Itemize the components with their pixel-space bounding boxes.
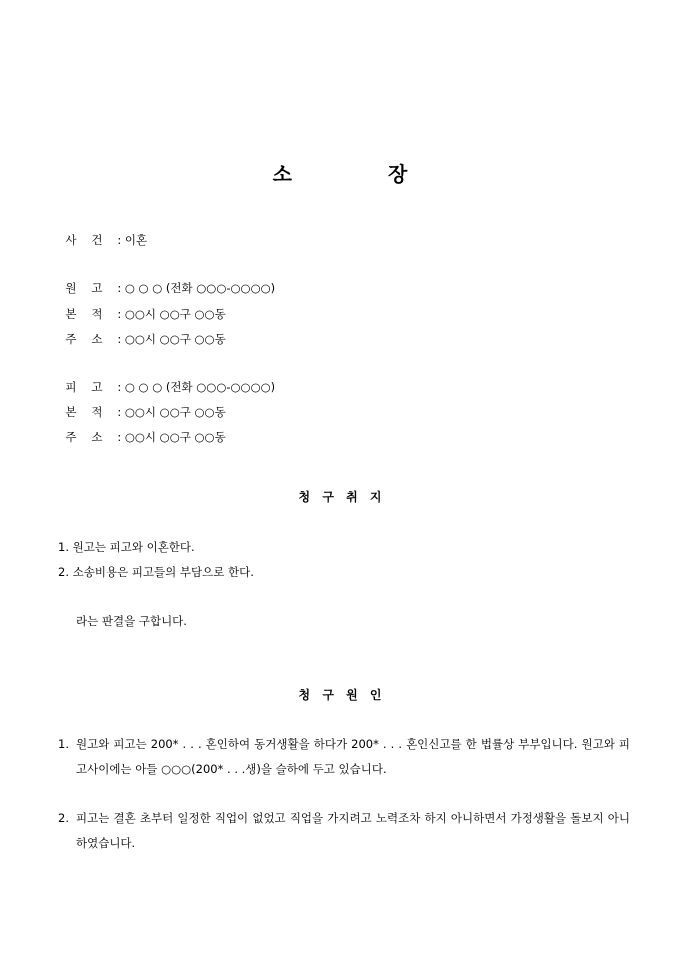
case-label-1: 사 bbox=[65, 233, 77, 247]
plaintiff-domicile-label-1: 본 bbox=[65, 307, 77, 321]
defendant-address-line bbox=[58, 415, 226, 445]
document-title bbox=[0, 158, 680, 187]
plaintiff-name-label-2: 고 bbox=[91, 281, 103, 295]
claim-purpose-heading: 청 구 취 지 bbox=[298, 490, 382, 504]
claim-cause-item-2-text: 피고는 결혼 초부터 일정한 직업이 없었고 직업을 가지려고 노력조차 하지 아니하면서 가정생활을 돌보지 아니하였습니다. bbox=[76, 811, 630, 850]
plaintiff-address-label-1: 주 bbox=[65, 332, 77, 346]
defendant-domicile-label-2: 적 bbox=[91, 405, 103, 419]
title-char-2: 장 bbox=[388, 162, 408, 186]
plaintiff-address-label-2: 소 bbox=[91, 332, 103, 346]
defendant-domicile-value: : ○○시 ○○구 ○○동 bbox=[117, 405, 226, 419]
claim-purpose-item-1: 1. 원고는 피고와 이혼한다. bbox=[58, 540, 195, 554]
title-char-1: 소 bbox=[272, 162, 292, 186]
claim-cause-heading: 청 구 원 인 bbox=[298, 688, 382, 702]
defendant-address-label-2: 소 bbox=[91, 430, 103, 444]
case-line bbox=[58, 218, 147, 248]
defendant-address-label-1: 주 bbox=[65, 430, 77, 444]
plaintiff-name-value: : ○ ○ ○ (전화 ○○○-○○○○) bbox=[117, 281, 276, 295]
claim-cause-item-1 bbox=[58, 732, 630, 782]
defendant-name-value: : ○ ○ ○ (전화 ○○○-○○○○) bbox=[117, 380, 276, 394]
case-value: : 이혼 bbox=[117, 233, 148, 247]
plaintiff-address-line bbox=[58, 317, 226, 347]
claim-cause-item-2-number: 2. bbox=[58, 811, 69, 825]
defendant-domicile-label-1: 본 bbox=[65, 405, 77, 419]
claim-purpose-item-2: 2. 소송비용은 피고들의 부담으로 한다. bbox=[58, 565, 254, 579]
case-label-2: 건 bbox=[91, 233, 103, 247]
defendant-address-value: : ○○시 ○○구 ○○동 bbox=[117, 430, 226, 444]
plaintiff-domicile-value: : ○○시 ○○구 ○○동 bbox=[117, 307, 226, 321]
claim-cause-item-1-number: 1. bbox=[58, 737, 69, 751]
defendant-name-label-1: 피 bbox=[65, 380, 77, 394]
plaintiff-domicile-label-2: 적 bbox=[91, 307, 103, 321]
plaintiff-address-value: : ○○시 ○○구 ○○동 bbox=[117, 332, 226, 346]
defendant-name-label-2: 고 bbox=[91, 380, 103, 394]
plaintiff-name-label-1: 원 bbox=[65, 281, 77, 295]
claim-cause-item-2 bbox=[58, 806, 630, 856]
claim-purpose-closing: 라는 판결을 구합니다. bbox=[76, 614, 187, 628]
claim-cause-item-1-text: 원고와 피고는 200* . . . 혼인하여 동거생활을 하다가 200* . . . 혼인신고를 한 법률상 부부입니다. 원고와 피고사이에는 아들 ○○○(200* . . .생)을 슬하에 두고 있습니다. bbox=[76, 737, 630, 776]
